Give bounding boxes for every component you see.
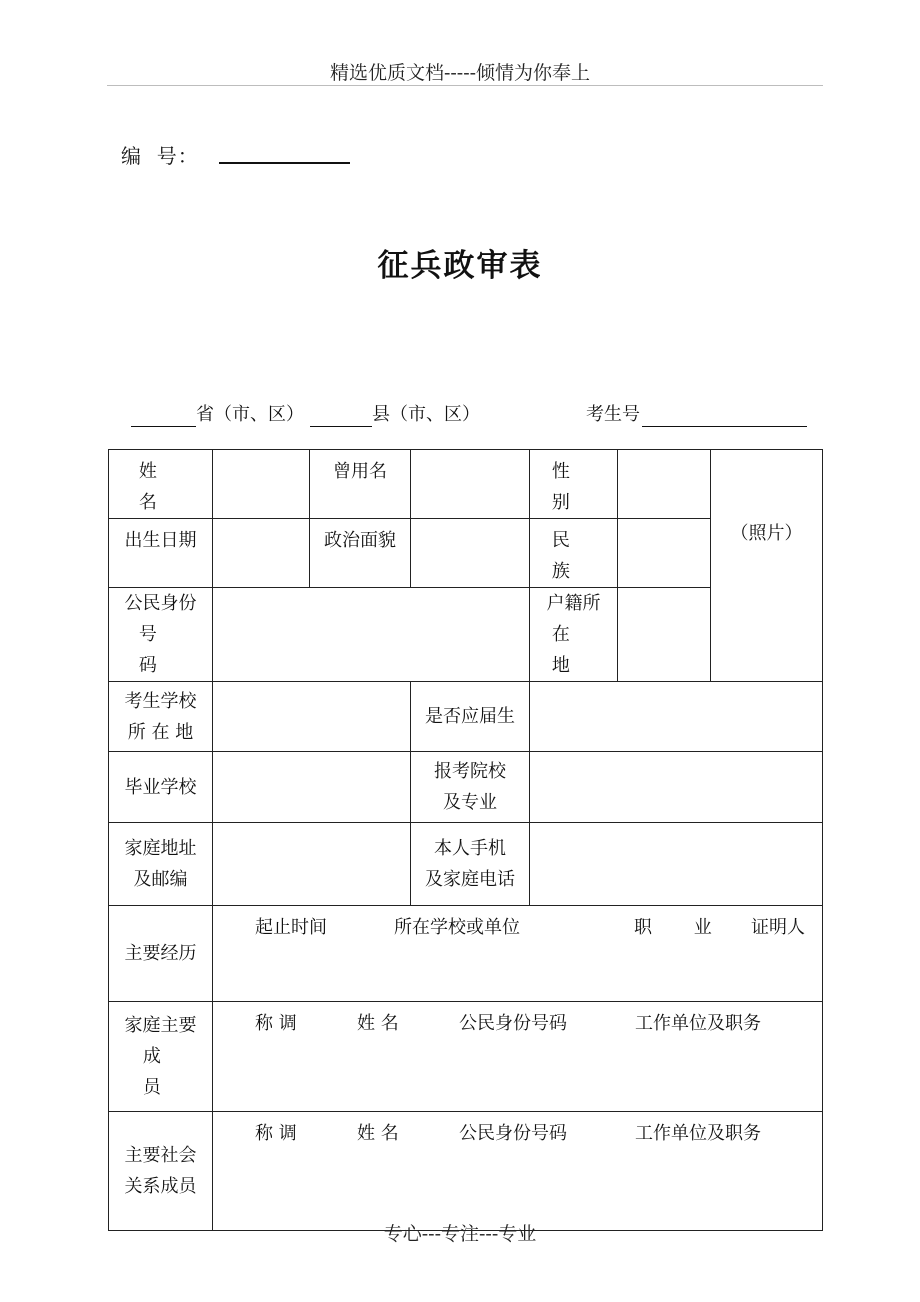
- address-label: [109, 823, 213, 906]
- resume-col-period: 起止时间: [255, 917, 327, 938]
- apply-school-label: [411, 752, 530, 823]
- social-col-work: 工作单位及职务: [635, 1123, 761, 1144]
- family-label: [109, 1002, 213, 1112]
- political-status-field[interactable]: [411, 519, 530, 588]
- address-field[interactable]: [213, 823, 411, 906]
- birth-date-label: 出生日期: [109, 519, 213, 588]
- id-number-field[interactable]: [213, 588, 530, 682]
- hukou-label: [530, 588, 618, 682]
- province-label: 省（市、区）: [196, 404, 304, 425]
- header-divider: [107, 85, 823, 86]
- family-label-line2: 成 员: [142, 1046, 187, 1098]
- family-field[interactable]: [213, 1002, 823, 1112]
- apply-line1: 报考院校: [434, 761, 506, 782]
- social-label-line2: 关系成员: [124, 1176, 197, 1197]
- gender-label: 性 别: [530, 450, 618, 519]
- former-name-field[interactable]: [411, 450, 530, 519]
- family-col-work: 工作单位及职务: [635, 1013, 761, 1034]
- resume-col-witness: 证明人: [751, 917, 805, 938]
- social-col-id: 公民身份号码: [459, 1123, 567, 1144]
- exam-no-blank[interactable]: [642, 426, 807, 427]
- resume-col-school: 所在学校或单位: [394, 917, 520, 938]
- gender-field[interactable]: [618, 450, 711, 519]
- photo-box[interactable]: （照片）: [711, 450, 823, 682]
- grad-school-label: 毕业学校: [109, 752, 213, 823]
- county-blank[interactable]: [310, 426, 372, 427]
- address-line1: 家庭地址: [124, 838, 197, 859]
- family-col-name: 姓 名: [357, 1013, 399, 1034]
- ethnicity-label: 民 族: [530, 519, 618, 588]
- phone-line1: 本人手机: [434, 838, 506, 859]
- county-label: 县（市、区）: [372, 404, 480, 425]
- resume-headers: [213, 906, 822, 943]
- social-field[interactable]: [213, 1112, 823, 1231]
- id-number-label: [109, 588, 213, 682]
- province-blank[interactable]: [131, 426, 196, 427]
- social-col-relation: 称 调: [255, 1123, 297, 1144]
- address-line2: 及邮编: [133, 869, 188, 890]
- ethnicity-field[interactable]: [618, 519, 711, 588]
- school-location-field[interactable]: [213, 682, 411, 752]
- political-review-form: [108, 449, 823, 1231]
- id-label-line2: 号 码: [138, 624, 183, 676]
- social-label-line1: 主要社会: [124, 1145, 197, 1166]
- id-label-line1: 公民身份: [124, 593, 197, 614]
- apply-school-field[interactable]: [530, 752, 823, 823]
- phone-label: [411, 823, 530, 906]
- name-label: 姓 名: [109, 450, 213, 519]
- hukou-field[interactable]: [618, 588, 711, 682]
- hukou-label-line1: 户籍所: [546, 593, 601, 614]
- fresh-grad-field[interactable]: [530, 682, 823, 752]
- serial-blank[interactable]: [219, 162, 350, 164]
- family-headers: [213, 1002, 822, 1039]
- political-status-label: 政治面貌: [310, 519, 411, 588]
- social-label: [109, 1112, 213, 1231]
- phone-line2: 及家庭电话: [425, 869, 515, 890]
- social-headers: [213, 1112, 822, 1149]
- page-header: 精选优质文档-----倾情为你奉上: [329, 62, 591, 84]
- exam-no-label: 考生号: [586, 404, 640, 425]
- form-title: 征兵政审表: [377, 248, 543, 284]
- serial-label: 编 号：: [121, 144, 199, 168]
- former-name-label: 曾用名: [310, 450, 411, 519]
- apply-line2: 及专业: [443, 792, 497, 813]
- school-loc-line1: 考生学校: [124, 690, 197, 712]
- fresh-grad-label: 是否应届生: [411, 682, 530, 752]
- resume-col-job: 职 业: [634, 917, 730, 938]
- name-field[interactable]: [213, 450, 310, 519]
- family-col-id: 公民身份号码: [459, 1013, 567, 1034]
- family-col-relation: 称 调: [255, 1013, 297, 1034]
- school-location-label: [109, 682, 213, 752]
- birth-date-field[interactable]: [213, 519, 310, 588]
- resume-field[interactable]: [213, 906, 823, 1002]
- family-label-line1: 家庭主要: [124, 1015, 197, 1036]
- page-footer: 专心---专注---专业: [383, 1223, 537, 1245]
- phone-field[interactable]: [530, 823, 823, 906]
- school-loc-line2: 所 在 地: [127, 721, 194, 743]
- resume-label: 主要经历: [109, 906, 213, 1002]
- hukou-label-line2: 在 地: [551, 624, 596, 676]
- social-col-name: 姓 名: [357, 1123, 399, 1144]
- grad-school-field[interactable]: [213, 752, 411, 823]
